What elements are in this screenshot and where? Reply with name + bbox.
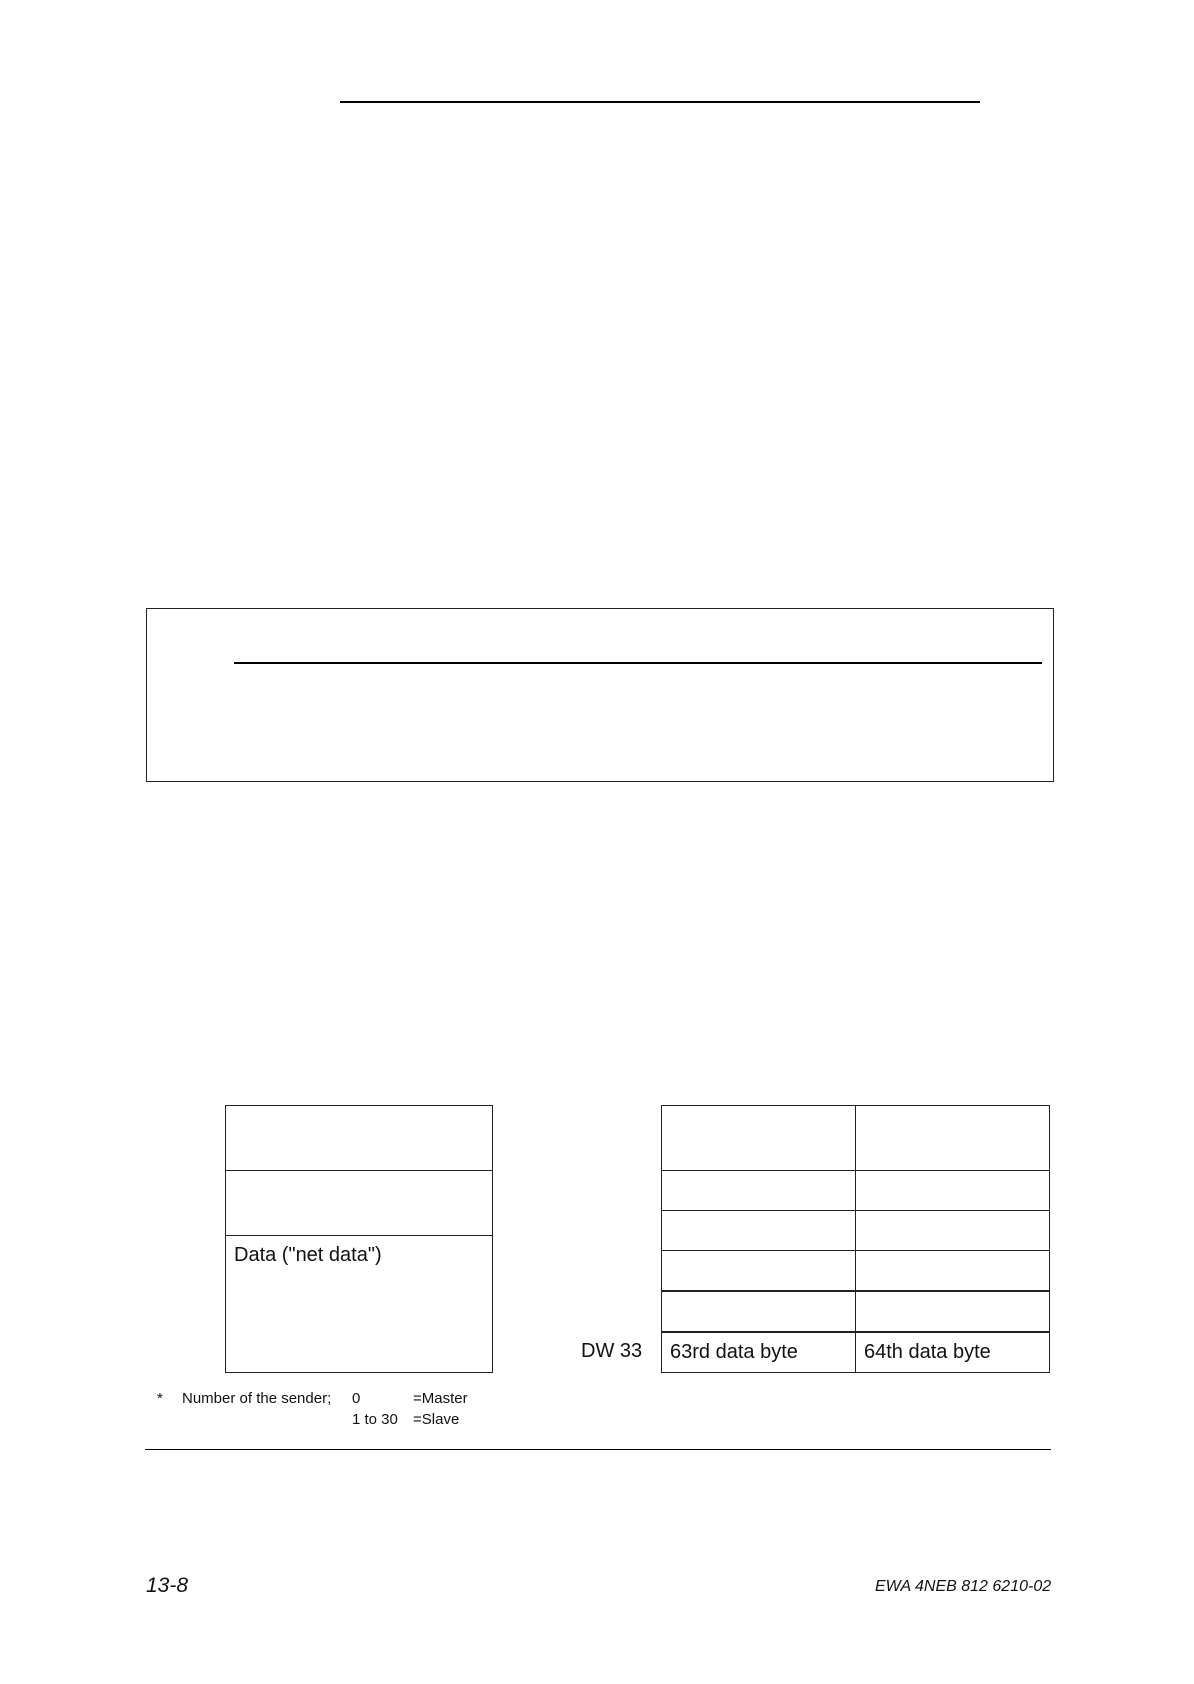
note-box-rule	[234, 662, 1042, 664]
frame-row-sender	[226, 1171, 492, 1236]
frame-structure-table	[225, 1105, 493, 1373]
document-id: EWA 4NEB 812 6210-02	[875, 1578, 1052, 1595]
footnote-meaning-master: =Master	[413, 1390, 468, 1407]
data-byte-table	[661, 1105, 1050, 1373]
byte-64-cell: 64th data byte	[864, 1341, 991, 1363]
row-divider	[662, 1170, 1049, 1171]
frame-row-header	[226, 1106, 492, 1171]
row-divider	[662, 1331, 1049, 1333]
row-divider	[662, 1210, 1049, 1211]
footnote-value-slave: 1 to 30	[352, 1411, 398, 1428]
footnote-text: Number of the sender;	[182, 1390, 332, 1407]
page-number: 13-8	[146, 1574, 189, 1597]
footnote-value-master: 0	[352, 1390, 361, 1407]
byte-63-cell: 63rd data byte	[670, 1341, 798, 1363]
dw33-label: DW 33	[581, 1340, 643, 1362]
note-box	[146, 608, 1054, 782]
frame-row-data	[226, 1236, 492, 1372]
footnote-rule	[145, 1449, 1051, 1450]
footnote-marker: *	[157, 1390, 163, 1407]
footnote-meaning-slave: =Slave	[413, 1411, 460, 1428]
row-divider	[662, 1250, 1049, 1251]
net-data-label: Data ("net data")	[234, 1244, 382, 1266]
header-rule	[340, 101, 980, 103]
row-divider	[662, 1290, 1049, 1292]
